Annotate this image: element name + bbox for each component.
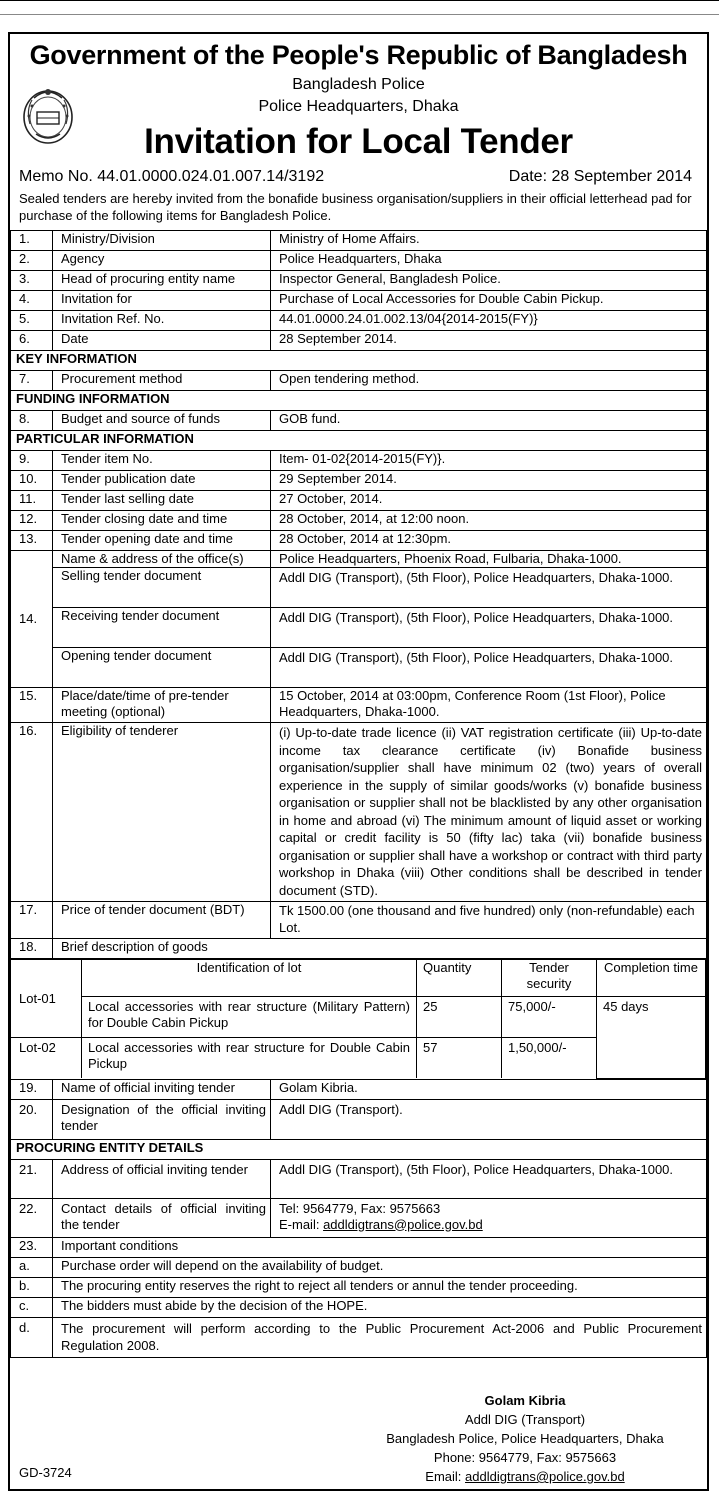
row-label: Invitation Ref. No.: [53, 311, 271, 331]
signature-email-line: [350, 1469, 700, 1484]
condition-row: [11, 1317, 707, 1357]
signature-name: Golam Kibria: [484, 1393, 566, 1408]
section-heading-funding-information: FUNDING INFORMATION: [11, 391, 707, 411]
lot-code: Lot-01: [11, 960, 82, 1038]
row-number: 19.: [11, 1079, 53, 1099]
row-label: Designation of the official inviting tender: [53, 1099, 271, 1139]
table-row: [11, 271, 707, 291]
row-value: 28 September 2014.: [271, 331, 707, 351]
row-value: 44.01.0000.24.01.002.13/04{2014-2015(FY)}: [271, 311, 707, 331]
lot-header-security: Tender security: [502, 960, 597, 997]
row-value: Purchase of Local Accessories for Double Cabin Pickup.: [271, 291, 707, 311]
lot-description: Local accessories with rear structure (Military Pattern) for Double Cabin Pickup: [82, 997, 417, 1038]
table-row: [11, 251, 707, 271]
row-label: Agency: [53, 251, 271, 271]
table-row: [11, 291, 707, 311]
row-value: Addl DIG (Transport), (5th Floor), Police Headquarters, Dhaka-1000.: [271, 568, 707, 608]
table-row: [11, 551, 707, 568]
section-heading-particular-information: PARTICULAR INFORMATION: [11, 431, 707, 451]
row-number: 16.: [11, 723, 53, 902]
row-number: 12.: [11, 511, 53, 531]
row-value: Addl DIG (Transport), (5th Floor), Police Headquarters, Dhaka-1000.: [271, 608, 707, 648]
row-label: Date: [53, 331, 271, 351]
office-heading: Police Headquarters, Dhaka: [258, 98, 459, 115]
contact-email-label: E-mail:: [279, 1216, 324, 1232]
lot-completion: 45 days: [597, 997, 706, 1079]
condition-row: [11, 1297, 707, 1317]
table-row: [11, 531, 707, 551]
row-number: 3.: [11, 271, 53, 291]
table-row: [11, 608, 707, 648]
section-row: [11, 391, 707, 411]
condition-number: b.: [11, 1277, 53, 1297]
lot-table-row: [11, 959, 707, 1080]
row-value: 15 October, 2014 at 03:00pm, Conference Room (1st Floor), Police Headquarters, Dhaka-1000.: [271, 688, 707, 723]
row-label: Tender opening date and time: [53, 531, 271, 551]
row-value: GOB fund.: [271, 411, 707, 431]
row-number: 23.: [11, 1237, 53, 1257]
section-row: [11, 431, 707, 451]
table-row: [11, 1159, 707, 1198]
row-label: Place/date/time of pre-tender meeting (optional): [53, 688, 271, 723]
row-label: Brief description of goods: [53, 939, 707, 959]
row-label: Head of procuring entity name: [53, 271, 271, 291]
table-row: [11, 1198, 707, 1237]
row-number: 9.: [11, 451, 53, 471]
row-number: 20.: [11, 1099, 53, 1139]
lot-header-quantity: Quantity: [417, 960, 502, 997]
lot-security: 1,50,000/-: [502, 1038, 597, 1079]
table-row: [11, 311, 707, 331]
government-heading: Government of the People's Republic of Bangladesh: [29, 40, 688, 70]
signature-email-link[interactable]: addldigtrans@police.gov.bd: [465, 1469, 625, 1484]
row-label: Tender closing date and time: [53, 511, 271, 531]
row-value: Golam Kibria.: [271, 1079, 707, 1099]
row-value: Police Headquarters, Dhaka: [271, 251, 707, 271]
contact-phone: Tel: 9564779, Fax: 9575663: [279, 1200, 441, 1216]
condition-number: c.: [11, 1297, 53, 1317]
row-value: 28 October, 2014 at 12:30pm.: [271, 531, 707, 551]
row-number: 5.: [11, 311, 53, 331]
table-row: [11, 1099, 707, 1139]
row-label: Contact details of official inviting the tender: [53, 1198, 271, 1237]
row-value: Tk 1500.00 (one thousand and five hundred) only (non-refundable) each Lot.: [271, 902, 707, 939]
condition-number: a.: [11, 1257, 53, 1277]
police-emblem-icon: [20, 84, 76, 146]
row-number: 14.: [11, 551, 53, 688]
row-number: 13.: [11, 531, 53, 551]
table-row: [11, 371, 707, 391]
row-label: Invitation for: [53, 291, 271, 311]
row-label: Price of tender document (BDT): [53, 902, 271, 939]
footer-code: GD-3724: [19, 1465, 72, 1480]
table-row: [11, 1237, 707, 1257]
row-value: 29 September 2014.: [271, 471, 707, 491]
condition-row: [11, 1257, 707, 1277]
row-value: Addl DIG (Transport).: [271, 1099, 707, 1139]
section-heading-procuring-entity-details: PROCURING ENTITY DETAILS: [11, 1139, 707, 1159]
signature-email-label: Email:: [425, 1469, 466, 1484]
row-label: Address of official inviting tender: [53, 1159, 271, 1198]
lot-description: Local accessories with rear structure for Double Cabin Pickup: [82, 1038, 417, 1079]
row-label: Ministry/Division: [53, 231, 271, 251]
contact-email-link[interactable]: addldigtrans@police.gov.bd: [323, 1216, 483, 1232]
row-number: 2.: [11, 251, 53, 271]
condition-number: d.: [11, 1317, 53, 1357]
row-label: Name & address of the office(s): [53, 551, 271, 568]
lot-table: [11, 959, 706, 1079]
row-number: 6.: [11, 331, 53, 351]
signature-designation: Addl DIG (Transport): [464, 1412, 586, 1427]
row-value: 27 October, 2014.: [271, 491, 707, 511]
row-value: Addl DIG (Transport), (5th Floor), Police Headquarters, Dhaka-1000.: [271, 648, 707, 688]
page-title: Invitation for Local Tender: [144, 122, 573, 161]
signature-phone: Phone: 9564779, Fax: 9575663: [433, 1450, 617, 1465]
row-value: Open tendering method.: [271, 371, 707, 391]
table-row: [11, 511, 707, 531]
row-number: 7.: [11, 371, 53, 391]
section-row: [11, 351, 707, 371]
lot-quantity: 57: [417, 1038, 502, 1079]
row-label: Selling tender document: [53, 568, 271, 608]
row-number: 21.: [11, 1159, 53, 1198]
row-value: [271, 1198, 707, 1237]
row-number: 4.: [11, 291, 53, 311]
row-label: Procurement method: [53, 371, 271, 391]
lot-quantity: 25: [417, 997, 502, 1038]
condition-text: The procurement will perform according to the Public Procurement Act-2006 and Public Procurement Regulation 2008.: [53, 1317, 707, 1357]
row-value: Police Headquarters, Phoenix Road, Fulbaria, Dhaka-1000.: [271, 551, 707, 568]
condition-row: [11, 1277, 707, 1297]
row-number: 15.: [11, 688, 53, 723]
row-label: Budget and source of funds: [53, 411, 271, 431]
condition-text: Purchase order will depend on the availability of budget.: [53, 1257, 707, 1277]
row-number: 17.: [11, 902, 53, 939]
row-label: Eligibility of tenderer: [53, 723, 271, 902]
table-row: [11, 331, 707, 351]
table-row: [11, 902, 707, 939]
lot-header-row: [11, 960, 706, 997]
table-row: [11, 648, 707, 688]
intro-text: Sealed tenders are hereby invited from the bonafide business organisation/suppliers in their official letterhead pad for purchase of the following items for Bangladesh Police.: [19, 191, 692, 223]
table-row: [11, 1079, 707, 1099]
row-value: 28 October, 2014, at 12:00 noon.: [271, 511, 707, 531]
lot-row: [11, 997, 706, 1038]
top-rule: [0, 0, 719, 5]
row-number: 22.: [11, 1198, 53, 1237]
table-row: [11, 939, 707, 959]
row-label: Opening tender document: [53, 648, 271, 688]
top-rule-thin: [0, 14, 719, 15]
section-heading-key-information: KEY INFORMATION: [11, 351, 707, 371]
department-heading: Bangladesh Police: [292, 76, 425, 93]
row-value: Ministry of Home Affairs.: [271, 231, 707, 251]
row-value: (i) Up-to-date trade licence (ii) VAT registration certificate (iii) Up-to-date income tax clearance certificate (iv) Bonafide business organisation/supplier shall have minimum 02 (two) years of overall experience in the supply of similar goods/works (v) bonafide business organisation or supplier shall not be blacklisted by any other organisation in home and abroad (vi) The minimum amount of liquid asset or working capital or credit facility is 50 (fifty lac) taka (vii) bonafide business organisation or supplier shall have a workshop or contract with third party workshop in Dhaka (viii) Other conditions shall be described in tender document (STD).: [271, 723, 707, 902]
row-value: Inspector General, Bangladesh Police.: [271, 271, 707, 291]
table-row: [11, 451, 707, 471]
row-value: Addl DIG (Transport), (5th Floor), Police Headquarters, Dhaka-1000.: [271, 1159, 707, 1198]
row-number: 11.: [11, 491, 53, 511]
row-label: Tender last selling date: [53, 491, 271, 511]
lot-code: Lot-02: [11, 1038, 82, 1079]
row-label: Tender item No.: [53, 451, 271, 471]
memo-date: Date: 28 September 2014: [508, 168, 692, 185]
lot-header-identification: Identification of lot: [82, 960, 417, 997]
table-row: [11, 471, 707, 491]
lot-header-completion: Completion time: [597, 960, 706, 997]
signature-office: Bangladesh Police, Police Headquarters, Dhaka: [386, 1431, 664, 1446]
row-label: Receiving tender document: [53, 608, 271, 648]
tender-table: [10, 230, 707, 1358]
contact-email-line: [279, 1217, 702, 1233]
table-row: [11, 688, 707, 723]
lot-security: 75,000/-: [502, 997, 597, 1038]
table-row: [11, 231, 707, 251]
row-number: 8.: [11, 411, 53, 431]
row-number: 1.: [11, 231, 53, 251]
row-label: Important conditions: [53, 1237, 707, 1257]
condition-text: The procuring entity reserves the right to reject all tenders or annul the tender proceeding.: [53, 1277, 707, 1297]
lot-table-cell: [11, 959, 707, 1080]
row-number: 18.: [11, 939, 53, 959]
condition-text: The bidders must abide by the decision of the HOPE.: [53, 1297, 707, 1317]
table-row: [11, 723, 707, 902]
row-label: Tender publication date: [53, 471, 271, 491]
row-number: 10.: [11, 471, 53, 491]
memo-number: Memo No. 44.01.0000.024.01.007.14/3192: [19, 168, 325, 185]
section-row: [11, 1139, 707, 1159]
row-label: Name of official inviting tender: [53, 1079, 271, 1099]
table-row: [11, 568, 707, 608]
row-value: Item- 01-02{2014-2015(FY)}.: [271, 451, 707, 471]
table-row: [11, 411, 707, 431]
table-row: [11, 491, 707, 511]
